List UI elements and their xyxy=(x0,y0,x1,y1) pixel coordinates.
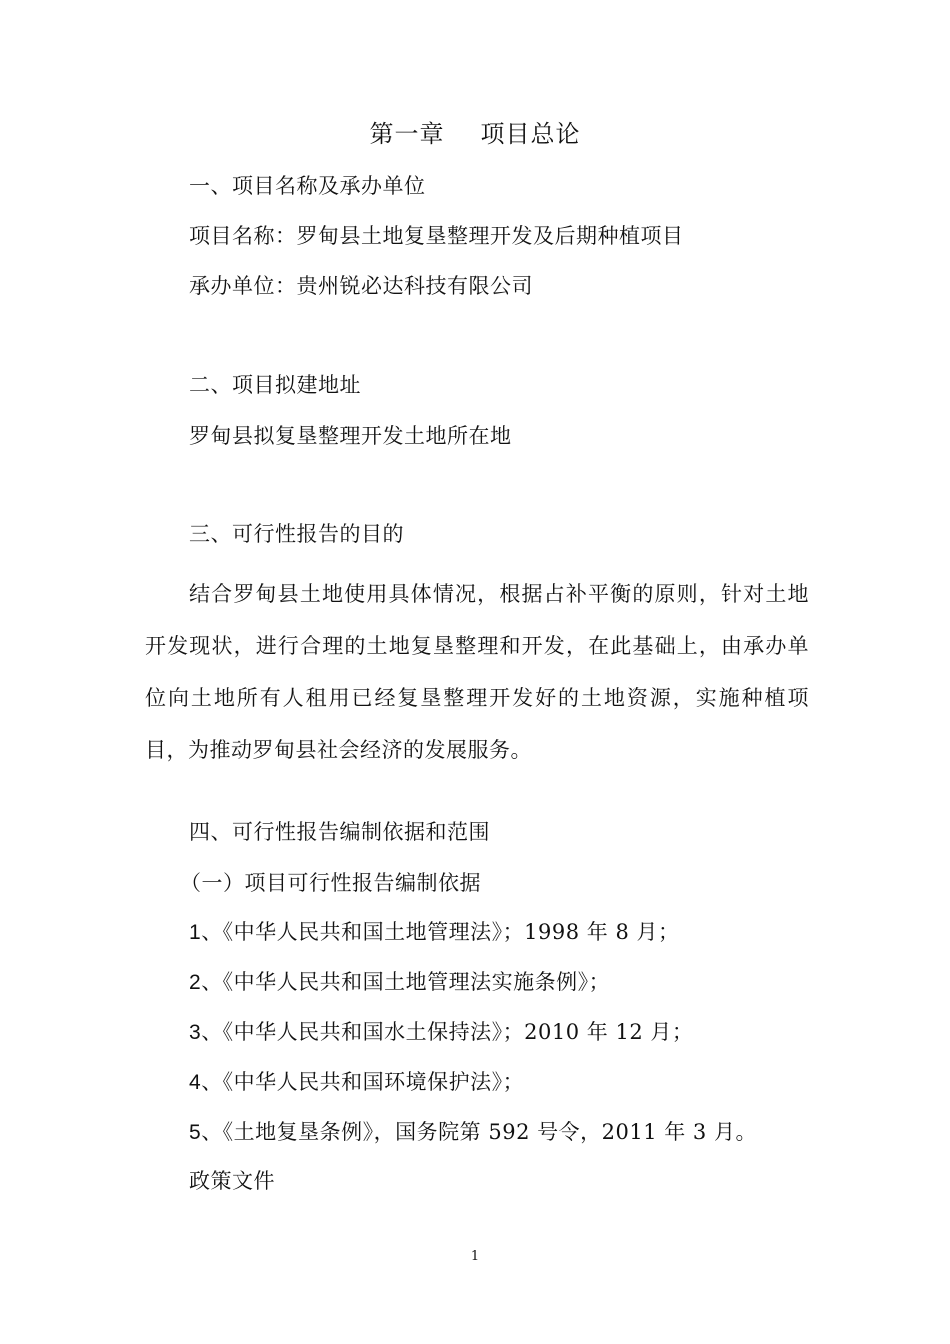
law-item xyxy=(189,1068,524,1097)
law-item-text: 、《中华人民共和国环境保护法》； xyxy=(201,1070,525,1094)
law-item-number: 4 xyxy=(189,1071,202,1094)
law-item xyxy=(189,968,610,997)
law-item-number: 5 xyxy=(189,1121,202,1144)
law-item-text: 、《中华人民共和国土地管理法》；1998 年 8 月； xyxy=(201,920,680,944)
law-item-number: 3 xyxy=(189,1021,202,1044)
section-3-heading: 三、可行性报告的目的 xyxy=(189,522,404,546)
section-1-heading: 一、项目名称及承办单位 xyxy=(189,174,426,198)
section-2-heading: 二、项目拟建地址 xyxy=(189,373,361,397)
law-item-text: 、《中华人民共和国土地管理法实施条例》； xyxy=(201,970,611,994)
law-item-number: 2 xyxy=(189,971,202,994)
section-4-heading: 四、可行性报告编制依据和范围 xyxy=(189,820,490,844)
law-item-text: 、《土地复垦条例》，国务院第 592 号令，2011 年 3 月。 xyxy=(201,1120,757,1144)
chapter-label: 第一章 xyxy=(369,120,445,148)
project-location: 罗甸县拟复垦整理开发土地所在地 xyxy=(189,424,512,448)
chapter-title xyxy=(0,118,950,150)
law-item xyxy=(189,918,680,947)
law-item xyxy=(189,1118,757,1147)
chapter-name: 项目总论 xyxy=(480,120,581,148)
page-number: 1 xyxy=(470,1249,480,1264)
law-item-number: 1 xyxy=(189,921,202,944)
section-4-sub-heading: （一）项目可行性报告编制依据 xyxy=(180,871,481,895)
organizer-unit: 承办单位：贵州锐必达科技有限公司 xyxy=(189,274,533,298)
report-purpose-paragraph: 结合罗甸县土地使用具体情况，根据占补平衡的原则，针对土地开发现状，进行合理的土地复垦整理和开发，在此基础上，由承办单位向土地所有人租用已经复垦整理开发好的土地资源，实施种植项目，为推动罗甸县社会经济的发展服务。 xyxy=(145,582,809,762)
policy-documents-label: 政策文件 xyxy=(189,1169,275,1193)
project-name: 项目名称：罗甸县土地复垦整理开发及后期种植项目 xyxy=(189,224,684,248)
law-item-text: 、《中华人民共和国水土保持法》；2010 年 12 月； xyxy=(201,1020,694,1044)
law-item xyxy=(189,1018,693,1047)
